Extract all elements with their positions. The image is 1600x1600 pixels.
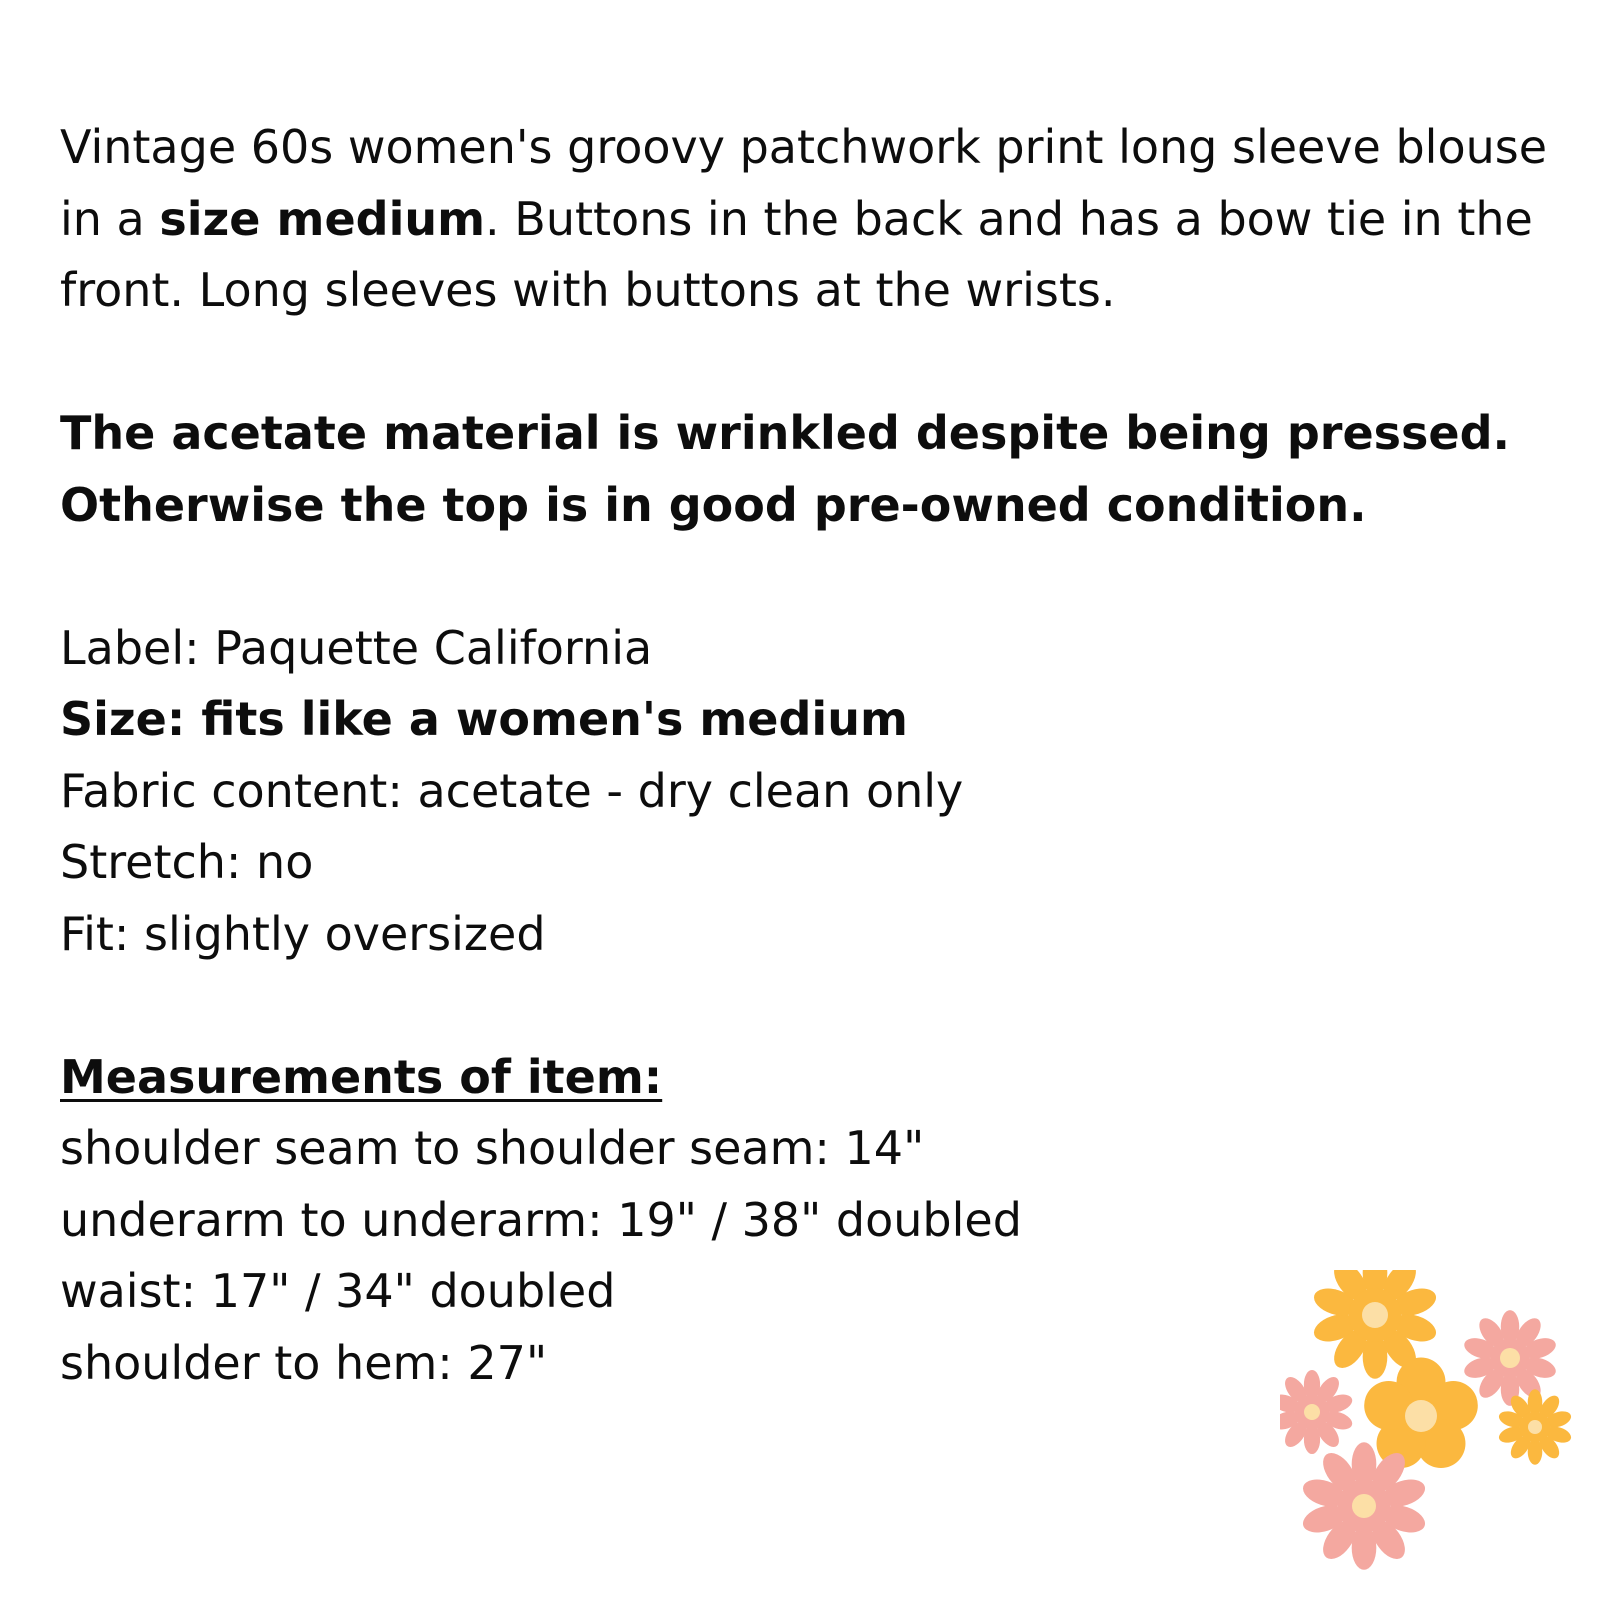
description-paragraph (60, 112, 1560, 327)
measurement-item: waist: 17" / 34" doubled (60, 1264, 616, 1318)
stretch-detail: Stretch: no (60, 835, 314, 889)
measurement-item: underarm to underarm: 19" / 38" doubled (60, 1192, 1022, 1247)
fabric-detail: Fabric content: acetate - dry clean only (60, 763, 964, 818)
description-text-start: Vintage 60s women's groovy patchwork print long sleeve blouse in a (60, 120, 1548, 246)
details-list (60, 613, 1560, 971)
size-detail: Size: fits like a women's medium (60, 692, 908, 746)
listing-description (60, 112, 1560, 1399)
flower-center (1528, 1420, 1542, 1434)
flower-center (1362, 1302, 1388, 1328)
condition-line-2: Otherwise the top is in good pre-owned condition. (60, 477, 1367, 532)
flower-center (1304, 1404, 1320, 1420)
size-highlight: size medium (159, 191, 486, 246)
description-text-end: . Buttons in the back and has a bow tie in the front. Long sleeves with buttons at the wrists. (60, 191, 1533, 317)
flower-center (1352, 1494, 1376, 1518)
flower-center (1405, 1400, 1437, 1432)
measurement-item: shoulder to hem: 27" (60, 1335, 548, 1390)
fit-detail: Fit: slightly oversized (60, 906, 546, 961)
condition-note (60, 398, 1560, 541)
measurements-heading: Measurements of item: (60, 1049, 663, 1104)
condition-line-1: The acetate material is wrinkled despite being pressed. (60, 406, 1511, 460)
label-detail: Label: Paquette California (60, 620, 653, 675)
flower-cluster-icon (1280, 1270, 1600, 1600)
flower-center (1500, 1348, 1520, 1368)
measurement-item: shoulder seam to shoulder seam: 14" (60, 1121, 925, 1175)
